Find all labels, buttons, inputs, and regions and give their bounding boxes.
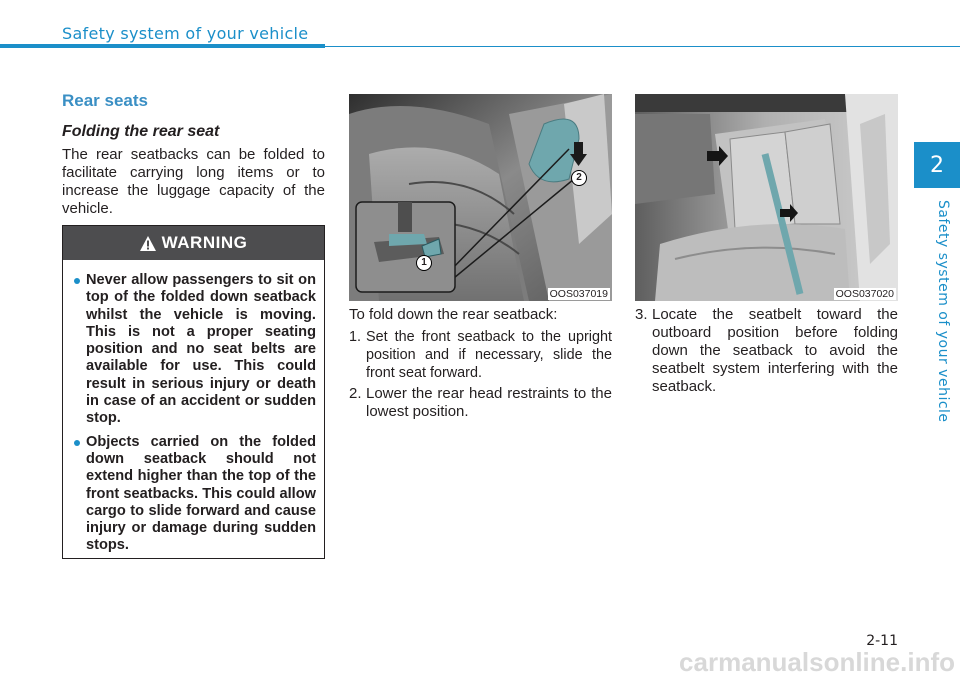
warning-item-text: Never allow passengers to sit on top of the folded down seatback whilst the vehicle is moving. This is not a proper seating position and no seat belts are available for use. This could result in serious injury or death in case of an accident or sudden stop. bbox=[86, 272, 316, 427]
bullet-icon bbox=[74, 278, 80, 284]
procedure-lead: To fold down the rear seatback: bbox=[349, 306, 558, 323]
header-rule-thin bbox=[325, 46, 960, 47]
warning-header bbox=[63, 226, 324, 260]
figure-rear-seatbelt bbox=[635, 94, 898, 301]
callout-1: 1 bbox=[416, 255, 432, 271]
step-text: Set the front seatback to the upright position and if necessary, slide the front seat forward. bbox=[366, 329, 612, 381]
running-header: Safety system of your vehicle bbox=[62, 24, 309, 43]
procedure-step bbox=[635, 306, 898, 396]
step-number: 1. bbox=[349, 329, 362, 345]
chapter-tab: 2 bbox=[914, 142, 960, 188]
warning-box bbox=[62, 225, 325, 559]
head-restraint-illustration bbox=[349, 94, 612, 301]
warning-list bbox=[63, 260, 324, 555]
section-title: Rear seats bbox=[62, 91, 149, 110]
callout-2: 2 bbox=[571, 170, 587, 186]
procedure-step bbox=[349, 385, 612, 421]
warning-item bbox=[74, 434, 316, 555]
rear-seat-illustration bbox=[635, 94, 898, 301]
page-number: 2-11 bbox=[866, 633, 898, 649]
subsection-title: Folding the rear seat bbox=[62, 123, 220, 140]
header-rule bbox=[0, 44, 325, 48]
intro-paragraph: The rear seatbacks can be folded to facilitate carrying long items or to increase the luggage capacity of the vehicle. bbox=[62, 146, 325, 217]
figure-code: OOS037019 bbox=[549, 288, 608, 300]
step-text: Locate the seatbelt toward the outboard position before folding down the seatback to avoid the seatbelt system interfering with the seatback. bbox=[652, 306, 898, 395]
procedure-step bbox=[349, 328, 612, 382]
figure-head-restraint bbox=[349, 94, 612, 301]
warning-icon bbox=[140, 236, 156, 251]
side-tab-title: Safety system of your vehicle bbox=[935, 200, 951, 423]
bullet-icon bbox=[74, 440, 80, 446]
watermark: carmanualsonline.info bbox=[679, 647, 955, 677]
procedure-column-1 bbox=[349, 306, 612, 421]
warning-heading: WARNING bbox=[161, 233, 248, 252]
warning-item bbox=[74, 272, 316, 428]
figure-code: OOS037020 bbox=[835, 288, 894, 300]
step-number: 2. bbox=[349, 385, 362, 402]
procedure-column-2 bbox=[635, 306, 898, 396]
step-text: Lower the rear head restraints to the lowest position. bbox=[366, 385, 612, 420]
warning-item-text: Objects carried on the folded down seatback should not extend higher than the top of the front seatbacks. This could allow cargo to slide forward and cause injury or damage during sudden stops. bbox=[86, 433, 316, 554]
step-number: 3. bbox=[635, 306, 648, 323]
